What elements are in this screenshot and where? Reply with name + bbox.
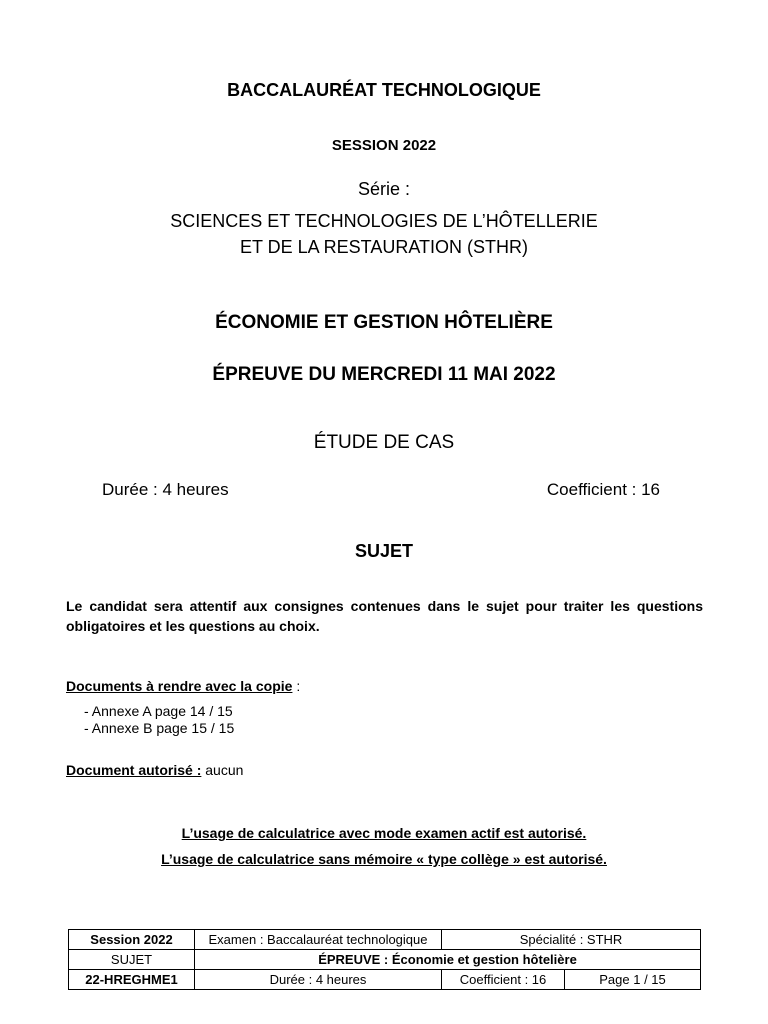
footer-session: Session 2022 [69,930,195,950]
serie-line-1: SCIENCES ET TECHNOLOGIES DE L’HÔTELLERIE [170,211,598,231]
footer-duration: Durée : 4 heures [195,970,442,990]
documents-to-return [66,678,300,694]
annex-item: - Annexe A page 14 / 15 [84,703,233,719]
subject-title: ÉCONOMIE ET GESTION HÔTELIÈRE [215,312,553,333]
documents-label: Documents à rendre avec la copie [66,678,293,694]
footer-epreuve: ÉPREUVE : Économie et gestion hôtelière [195,950,701,970]
footer-code: 22-HREGHME1 [69,970,195,990]
footer-table [68,929,701,990]
authorized-label: Document autorisé : [66,762,202,778]
documents-colon: : [292,678,301,694]
exam-date: ÉPREUVE DU MERCREDI 11 MAI 2022 [212,364,556,385]
calculator-rule-2 [0,851,768,867]
calculator-rule-1 [0,825,768,841]
annex-item: - Annexe B page 15 / 15 [84,720,235,736]
footer-specialty: Spécialité : STHR [442,930,701,950]
exam-type: ÉTUDE DE CAS [313,432,455,453]
session-label: SESSION 2022 [331,137,437,154]
authorized-document [66,762,243,778]
serie-label: Série : [357,179,411,199]
footer-coefficient: Coefficient : 16 [442,970,565,990]
duration: Durée : 4 heures [102,480,229,499]
serie-name [0,208,768,260]
calculator-rule-2-text: L’usage de calculatrice sans mémoire « type collège » est autorisé. [161,851,607,867]
authorized-value: aucun [201,762,244,778]
instruction-paragraph: Le candidat sera attentif aux consignes contenues dans le sujet pour traiter les questions obligatoires et les questions au choix. [66,598,703,634]
footer-row [69,930,701,950]
serie-line-2: ET DE LA RESTAURATION (STHR) [239,237,529,257]
footer-page: Page 1 / 15 [565,970,701,990]
footer-sujet: SUJET [69,950,195,970]
sujet-heading: SUJET [354,541,414,561]
annex-list [84,703,234,737]
exam-title: BACCALAURÉAT TECHNOLOGIQUE [227,80,541,100]
footer-row [69,950,701,970]
footer-exam: Examen : Baccalauréat technologique [195,930,442,950]
calculator-rule-1-text: L’usage de calculatrice avec mode examen actif est autorisé. [181,825,587,841]
footer-row [69,970,701,990]
coefficient: Coefficient : 16 [546,480,660,499]
